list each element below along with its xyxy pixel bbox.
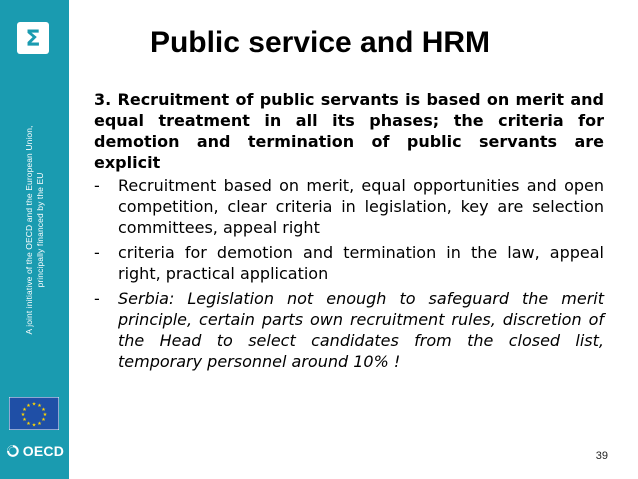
svg-text:★: ★ bbox=[41, 417, 46, 423]
svg-text:★: ★ bbox=[37, 421, 42, 427]
list-item bbox=[94, 175, 604, 238]
svg-text:★: ★ bbox=[42, 412, 48, 418]
eu-flag-icon bbox=[9, 397, 59, 430]
page-number: 39 bbox=[595, 450, 608, 462]
bullet-dash: - bbox=[94, 289, 100, 308]
list-item bbox=[94, 288, 604, 372]
slide-title: Public service and HRM bbox=[149, 26, 491, 59]
svg-text:★: ★ bbox=[26, 421, 31, 427]
sidebar-band bbox=[0, 0, 69, 479]
svg-text:★: ★ bbox=[20, 412, 26, 418]
bullet-text: Recruitment based on merit, equal opportunities and open competition, clear criteria in legislation, key are selection committees, appeal right bbox=[118, 176, 604, 237]
oecd-logo bbox=[6, 440, 64, 462]
oecd-wordmark: OECD bbox=[22, 443, 64, 459]
svg-text:★: ★ bbox=[37, 403, 42, 409]
bullet-text: Serbia: Legislation not enough to safeguard the merit principle, certain parts own recruitment rules, discretion of the Head to select candidates from the closed list, temporary personnel around 10% ! bbox=[118, 289, 604, 371]
svg-text:★: ★ bbox=[31, 422, 37, 429]
slide-body bbox=[94, 89, 604, 376]
svg-text:★: ★ bbox=[41, 407, 46, 413]
sidebar-text-line1: A joint initiative of the OECD and the European Union, bbox=[24, 125, 34, 335]
sidebar-vertical-text bbox=[24, 10, 46, 450]
bullet-dash: - bbox=[94, 176, 100, 195]
svg-text:Σ: Σ bbox=[25, 27, 41, 52]
svg-text:★: ★ bbox=[31, 401, 37, 408]
lead-paragraph: 3. Recruitment of public servants is based on merit and equal treatment in all its phases; the criteria for demotion and termination of public servants are explicit bbox=[94, 90, 604, 172]
svg-text:★: ★ bbox=[22, 407, 27, 413]
bullet-text: criteria for demotion and termination in the law, appeal right, practical application bbox=[118, 243, 604, 283]
svg-text:★: ★ bbox=[22, 417, 27, 423]
list-item bbox=[94, 242, 604, 284]
oecd-mark-icon bbox=[6, 441, 20, 461]
sidebar-text-line2: principally financed by the EU bbox=[35, 172, 45, 288]
svg-text:★: ★ bbox=[26, 403, 31, 409]
bullet-dash: - bbox=[94, 243, 100, 262]
